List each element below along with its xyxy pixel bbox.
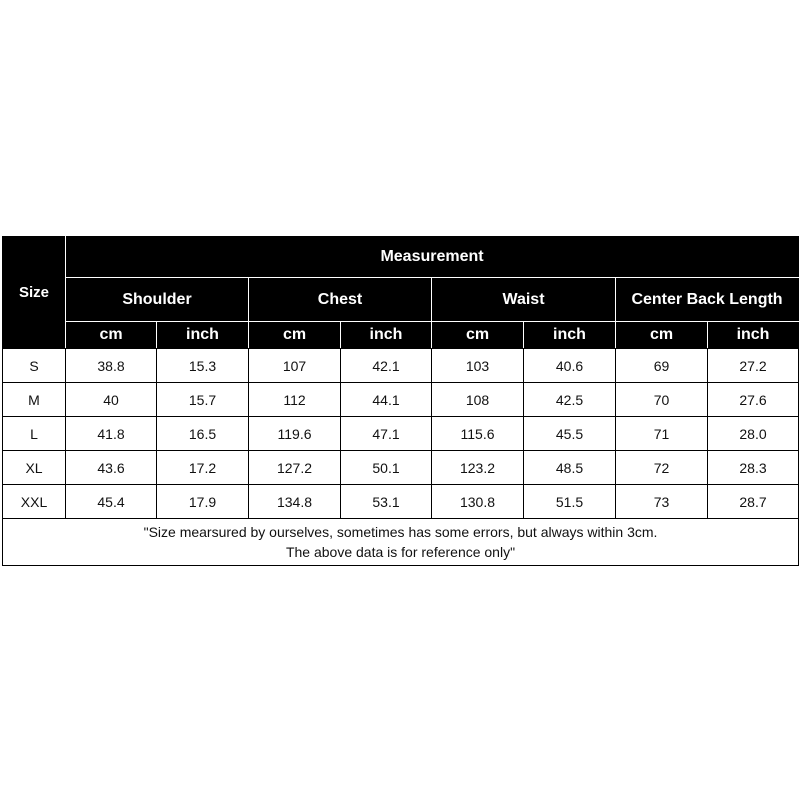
center-back-length-inch-cell: 28.3 [708, 451, 799, 485]
center-back-length-cm-cell: 70 [616, 383, 708, 417]
center-back-length-cm-cell: 72 [616, 451, 708, 485]
center-back-length-inch-cell: 27.6 [708, 383, 799, 417]
size-column-header: Size [3, 237, 66, 349]
note-line-1: "Size mearsured by ourselves, sometimes has some errors, but always within 3cm. [143, 524, 658, 540]
size-cell: M [3, 383, 66, 417]
shoulder-cm-cell: 40 [66, 383, 157, 417]
unit-header-inch: inch [157, 322, 249, 349]
waist-cm-cell: 123.2 [432, 451, 524, 485]
waist-inch-cell: 40.6 [524, 349, 616, 383]
shoulder-inch-cell: 16.5 [157, 417, 249, 451]
chest-cm-cell: 112 [249, 383, 341, 417]
table-footer [3, 519, 799, 566]
unit-header-inch: inch [524, 322, 616, 349]
table-row [3, 417, 799, 451]
chest-cm-cell: 127.2 [249, 451, 341, 485]
shoulder-inch-cell: 17.9 [157, 485, 249, 519]
chest-inch-cell: 53.1 [341, 485, 432, 519]
chest-cm-cell: 134.8 [249, 485, 341, 519]
waist-inch-cell: 42.5 [524, 383, 616, 417]
center-back-length-inch-cell: 28.0 [708, 417, 799, 451]
note-line-2: The above data is for reference only" [285, 544, 516, 560]
size-cell: XL [3, 451, 66, 485]
size-cell: S [3, 349, 66, 383]
shoulder-cm-cell: 43.6 [66, 451, 157, 485]
waist-cm-cell: 115.6 [432, 417, 524, 451]
waist-cm-cell: 103 [432, 349, 524, 383]
size-cell: L [3, 417, 66, 451]
chest-cm-cell: 119.6 [249, 417, 341, 451]
size-chart-table [2, 236, 799, 566]
table-row [3, 349, 799, 383]
center-back-length-header: Center Back Length [616, 278, 799, 322]
chest-inch-cell: 47.1 [341, 417, 432, 451]
shoulder-cm-cell: 45.4 [66, 485, 157, 519]
chest-inch-cell: 42.1 [341, 349, 432, 383]
unit-header-inch: inch [341, 322, 432, 349]
center-back-length-inch-cell: 27.2 [708, 349, 799, 383]
table-body [3, 349, 799, 519]
chest-header: Chest [249, 278, 432, 322]
shoulder-header: Shoulder [66, 278, 249, 322]
shoulder-cm-cell: 38.8 [66, 349, 157, 383]
table-row [3, 485, 799, 519]
waist-inch-cell: 51.5 [524, 485, 616, 519]
size-cell: XXL [3, 485, 66, 519]
unit-header-cm: cm [432, 322, 524, 349]
waist-cm-cell: 130.8 [432, 485, 524, 519]
waist-cm-cell: 108 [432, 383, 524, 417]
measurement-header: Measurement [66, 237, 799, 278]
shoulder-inch-cell: 15.7 [157, 383, 249, 417]
waist-inch-cell: 48.5 [524, 451, 616, 485]
chest-cm-cell: 107 [249, 349, 341, 383]
center-back-length-cm-cell: 69 [616, 349, 708, 383]
unit-header-cm: cm [249, 322, 341, 349]
chest-inch-cell: 50.1 [341, 451, 432, 485]
unit-header-cm: cm [616, 322, 708, 349]
center-back-length-inch-cell: 28.7 [708, 485, 799, 519]
unit-header-inch: inch [708, 322, 799, 349]
waist-header: Waist [432, 278, 616, 322]
table-row [3, 451, 799, 485]
chest-inch-cell: 44.1 [341, 383, 432, 417]
shoulder-inch-cell: 15.3 [157, 349, 249, 383]
unit-header-cm: cm [66, 322, 157, 349]
shoulder-inch-cell: 17.2 [157, 451, 249, 485]
center-back-length-cm-cell: 71 [616, 417, 708, 451]
measurement-note [3, 519, 799, 566]
waist-inch-cell: 45.5 [524, 417, 616, 451]
table-header [3, 237, 799, 349]
table-row [3, 383, 799, 417]
center-back-length-cm-cell: 73 [616, 485, 708, 519]
shoulder-cm-cell: 41.8 [66, 417, 157, 451]
